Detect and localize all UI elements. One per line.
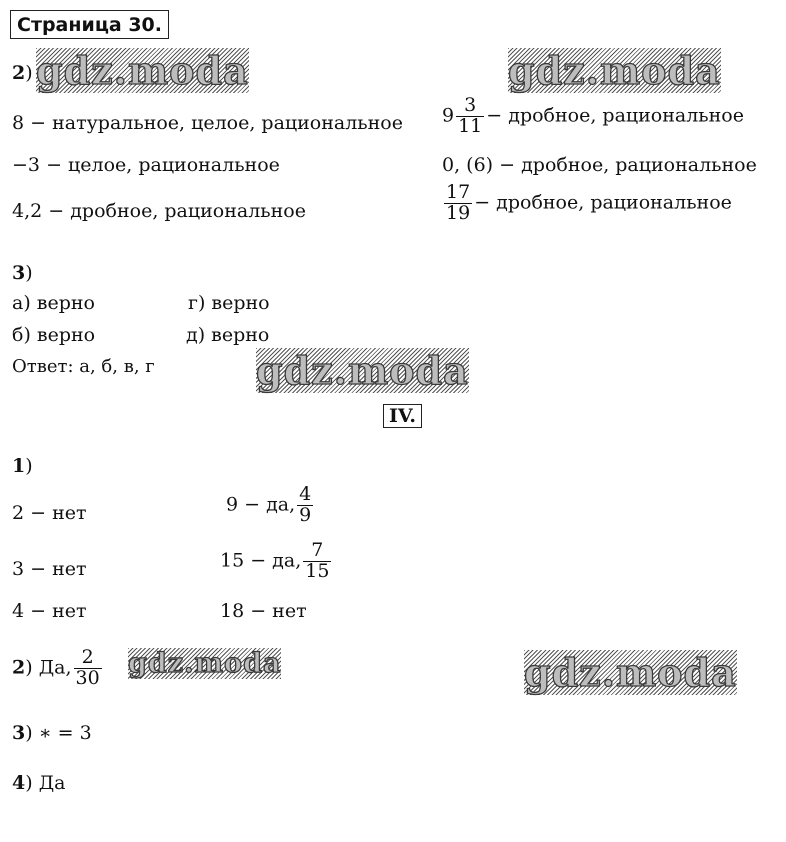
answer-item: а) верно [12,292,95,314]
fraction-denominator: 19 [446,201,471,224]
classification-text: дробное, рациональное [508,104,744,127]
divisibility-row: 18 − нет [220,600,307,622]
dash: − [48,200,65,222]
fraction-numerator: 4 [299,483,312,505]
answer-item: г) верно [188,292,270,314]
classification-text: дробное, рациональное [521,154,757,176]
fraction-numerator: 2 [81,646,94,668]
classification-text: дробное, рациональное [496,191,732,214]
watermark-logo: gdz.moda [256,348,469,393]
fraction-numerator: 17 [446,181,471,203]
paren: ) [25,772,33,794]
fraction [444,183,472,224]
answer-item: б) верно [12,324,96,346]
task-number-4 [12,772,65,794]
classification-row [12,112,403,134]
answer-prefix: Да, [38,656,72,679]
divisibility-row: 3 − нет [12,558,87,580]
dash: − [486,104,503,127]
classification-text: натуральное, целое, рациональное [52,112,403,134]
task-number-2b [12,648,104,689]
classification-text: целое, рациональное [68,154,280,176]
classification-text: дробное, рациональное [70,200,306,222]
dash: − [499,154,516,176]
section-label: IV [389,405,410,427]
fraction [74,648,102,689]
fraction [456,96,484,137]
paren: ) [25,656,33,679]
watermark-logo: gdz.moda [524,650,737,695]
task-number: 4 [12,772,26,794]
section-box: IV. [383,404,422,428]
classification-row [442,183,732,224]
divisibility-row: 2 − нет [12,502,87,524]
paren: ) [25,455,33,477]
divisibility-row [220,541,333,582]
fraction-numerator: 7 [311,539,324,561]
page-title-text: Страница 30. [17,14,162,36]
divisibility-row: 4 − нет [12,600,87,622]
number-value: 0, (6) [442,154,494,176]
page-title [10,10,169,39]
number-value: −3 [12,154,41,176]
paren: ) [25,262,33,284]
paren: ) [25,722,33,744]
fraction-denominator: 9 [299,503,312,526]
task-number-1 [12,455,33,477]
divisibility-row [226,485,315,526]
mixed-whole: 9 [442,104,455,127]
task-number: 3 [12,722,26,744]
task-number: 3 [12,262,26,284]
answer-text: ∗ = 3 [38,722,92,744]
classification-row [12,200,306,222]
task-number-3 [12,262,33,284]
fraction [303,541,331,582]
watermark-logo: gdz.moda [128,648,282,679]
section-heading [383,404,422,428]
number-value: 8 [12,112,25,134]
classification-row [442,96,744,137]
watermark-logo: gdz.moda [36,48,249,93]
fraction-denominator: 30 [75,666,100,689]
answer-prefix: 9 − да, [226,493,296,516]
dash: − [46,154,62,176]
fraction [297,485,313,526]
number-value: 4,2 [12,200,43,222]
task-number: 1 [12,455,26,477]
fraction-denominator: 15 [305,559,330,582]
fraction-denominator: 11 [458,114,483,137]
watermark-logo: gdz.moda [508,48,721,93]
answer-prefix: 15 − да, [220,549,302,572]
task-number: 2 [12,62,26,84]
task-number: 2 [12,656,26,679]
answer-text: Да [38,772,66,794]
answer-item: д) верно [186,324,270,346]
task-number-2 [12,62,33,84]
dash: − [474,191,491,214]
paren: ) [25,62,33,84]
task-number-3b [12,722,92,744]
fraction-numerator: 3 [464,94,477,116]
classification-row [12,154,280,176]
dash: − [30,112,47,134]
classification-row [442,154,757,176]
answer-summary: Ответ: а, б, в, г [12,356,155,377]
